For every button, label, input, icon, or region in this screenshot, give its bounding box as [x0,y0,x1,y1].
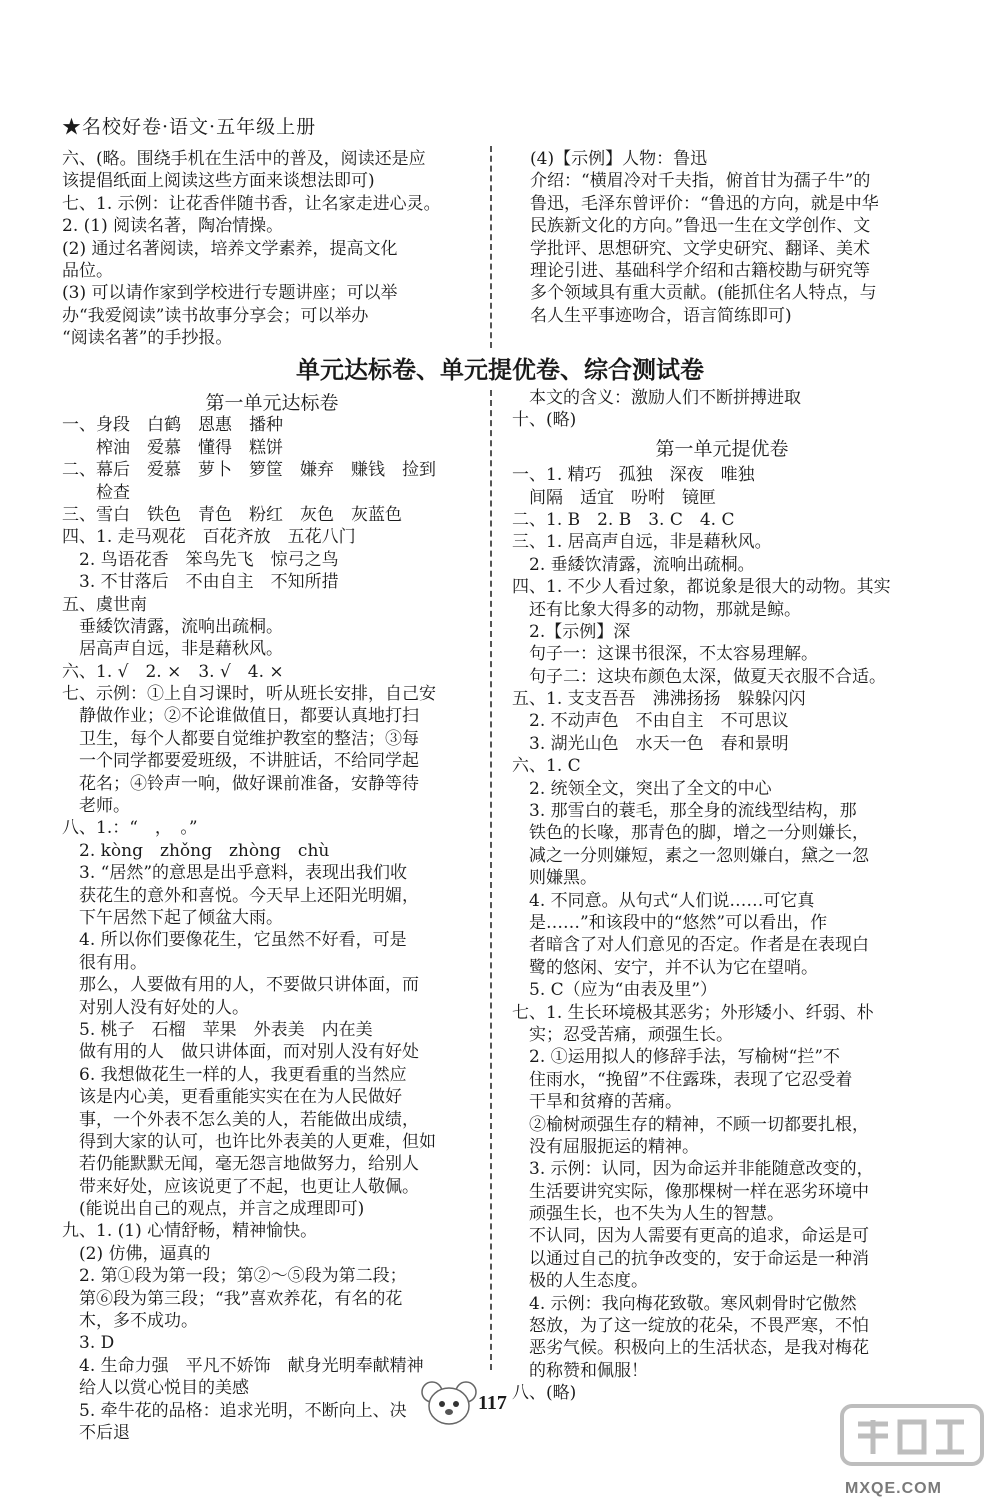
answer-line: 鲁迅，毛泽东曾评价：“鲁迅的方向，就是中华 [530,193,879,214]
column-divider [490,146,492,348]
answer-line: 办“我爱阅读”读书故事分享会；可以举办 [62,305,369,326]
answer-line: “阅读名著”的手抄报。 [62,328,233,349]
answer-line: 2. 第①段为第一段；第②～⑤段为第二段； [62,1266,407,1287]
answer-line: 二、1. B 2. B 3. C 4. C [512,509,735,530]
answer-line: 3. 不甘落后 不由自主 不知所措 [62,572,339,593]
answer-line: 给人以赏心悦目的美感 [62,1378,249,1399]
answer-line: 七、1. 示例：让花香伴随书香，让名家走进心灵。 [62,193,441,214]
answer-line: 该提倡纸面上阅读这些方面来谈想法即可) [62,171,375,192]
answer-line: 实；忍受苦痛，顽强生长。 [512,1024,733,1045]
answer-line: 多个领域具有重大贡献。(能抓住名人特点，与 [530,283,877,304]
answer-line: 静做作业；②不论谁做值日，都要认真地打扫 [62,706,419,727]
answer-line: 2. 垂緌饮清露，流响出疏桐。 [512,554,755,575]
answer-line: (2) 仿佛，逼真的 [62,1243,211,1264]
answer-line: 做有用的人 做只讲体面，而对别人没有好处 [62,1042,419,1063]
answer-line: 没有屈服扼运的精神。 [512,1136,699,1157]
answer-line: 4. 示例：我向梅花致敬。寒风刺骨时它傲然 [512,1293,857,1314]
answer-line: 5. C（应为“由表及里”） [512,980,718,1001]
answer-line: 八、(略) [512,1383,577,1404]
answer-line: 4. 不同意。从句式“人们说……可它真 [512,890,815,911]
answer-line: 一个同学都要爱班级，不讲脏话，不给同学起 [62,751,419,772]
answer-line: 三、雪白 铁色 青色 粉红 灰色 灰蓝色 [62,504,402,525]
answer-line: (4)【示例】人物：鲁迅 [530,149,708,169]
answer-line: 五、虞世南 [62,594,147,615]
answer-line: 第⑥段为第三段；“我”喜欢养花，有名的花 [62,1288,403,1309]
answer-line: 该是内心美，更看重能实实在在为人民做好 [62,1087,402,1108]
answer-line: 2. 鸟语花香 笨鸟先飞 惊弓之鸟 [62,549,339,570]
answer-line: 铁色的长喙，那青色的脚，增之一分则嫌长， [512,823,869,844]
page-number: 117 [478,1392,507,1414]
answer-line: 5. 牵牛花的品格：追求光明，不断向上、决 [62,1400,407,1421]
unit-test-right-column [512,387,932,1405]
answer-line: 3. 湖光山色 水天一色 春和景明 [512,733,789,754]
answer-line: 获花生的意外和喜悦。今天早上还阳光明媚， [62,885,419,906]
answer-line: (能说出自己的观点，并言之成理即可) [62,1199,365,1220]
answer-line: 介绍：“横眉冷对千夫指，俯首甘为孺子牛”的 [530,171,871,192]
answer-line: 二、幕后 爱慕 萝卜 箩筐 嫌弃 赚钱 捡到 [62,460,436,481]
answer-line: 花名；④铃声一响，做好课前准备，安静等待 [62,773,419,794]
unit-test-left-column [62,392,482,1444]
answer-line: 顽强生长，也不失为人生的智慧。 [512,1204,784,1225]
answer-line: 极的人生态度。 [512,1271,648,1292]
answer-line: 3. D [62,1333,115,1354]
answer-line: 学批评、思想研究、文学史研究、翻译、美术 [530,238,870,259]
answer-line: 2.【示例】深 [512,621,631,642]
answer-line: 2. 统领全文，突出了全文的中心 [512,778,772,799]
watermark-logo-icon [838,1400,988,1474]
answer-line: 对别人没有好处的人。 [62,997,249,1018]
answer-line: (2) 通过名著阅读，培养文学素养，提高文化 [62,238,398,259]
answer-line: 4. 生命力强 平凡不娇饰 献身光明奉献精神 [62,1355,424,1376]
answer-line: 干旱和贫瘠的苦痛。 [512,1092,682,1113]
answer-line: 品位。 [62,260,113,281]
answer-line: 下午居然下起了倾盆大雨。 [62,907,283,928]
answer-line: 生活要讲究实际，像那棵树一样在恶劣环境中 [512,1181,869,1202]
answer-line: 七、1. 生长环境极其恶劣；外形矮小、纤弱、朴 [512,1002,874,1023]
answer-line: 民族新文化的方向。”鲁迅一生在文学创作、文 [530,216,871,237]
answer-line: 还有比象大得多的动物，那就是鲸。 [512,599,801,620]
answer-line: 2. ①运用拟人的修辞手法，写榆树“拦”不 [512,1047,841,1068]
answer-line: 4. 所以你们要像花生，它虽然不好看，可是 [62,930,407,951]
answer-line: 榨油 爱慕 懂得 糕饼 [62,437,283,458]
answer-line: 居高声自远，非是藉秋风。 [62,639,283,660]
answer-line: 一、1. 精巧 孤独 深夜 唯独 [512,465,755,486]
answer-line: 木，多不成功。 [62,1311,198,1332]
answer-line: 六、(略。围绕手机在生活中的普及，阅读还是应 [62,149,426,169]
answer-line: 5. 桃子 石榴 苹果 外表美 内在美 [62,1019,373,1040]
answer-line: 理论引进、基础科学介绍和古籍校勘与研究等 [530,260,870,281]
answer-line: (3) 可以请作家到学校进行专题讲座；可以举 [62,283,398,304]
answer-line: 的称赞和佩服！ [512,1360,648,1381]
answer-line: 十、(略) [512,410,577,431]
answer-line: 很有用。 [62,952,147,973]
answer-line: 怒放，为了这一绽放的花朵，不畏严寒，不怕 [512,1316,869,1337]
answer-line: 3. “居然”的意思是出乎意料，表现出我们收 [62,863,408,884]
answer-line: 恶劣气候。积极向上的生活状态，是我对梅花 [512,1338,869,1359]
mascot-icon [420,1378,478,1432]
answer-line: ②榆树顽强生存的精神，不顾一切都要扎根， [512,1114,869,1135]
answer-line: 检查 [62,482,130,503]
answer-line: 名人生平事迹吻合，语言简练即可) [530,305,792,326]
answer-line: 六、1. √ 2. × 3. √ 4. × [62,661,284,682]
column-divider-lower [490,390,492,1370]
answer-line: 间隔 适宜 吩咐 镜匣 [512,487,716,508]
answer-line: 3. 那雪白的蓑毛，那全身的流线型结构，那 [512,801,857,822]
answer-line: 句子二：这块布颜色太深，做夏天衣服不合适。 [512,666,886,687]
answer-line: 本文的含义：激励人们不断拼搏进取 [512,388,801,408]
answer-line: 事，一个外表不怎么美的人，若能做出成绩， [62,1109,419,1130]
answer-line: 四、1. 走马观花 百花齐放 五花八门 [62,527,356,548]
answer-line: 则嫌黑。 [512,868,597,889]
answer-line: 四、1. 不少人看过象，都说象是很大的动物。其实 [512,577,891,598]
answer-line: 那么，人要做有用的人，不要做只讲体面，而 [62,975,419,996]
answer-line: 以通过自己的抗争改变的，安于命运是一种消 [512,1248,869,1269]
answer-line: 2. kòng zhǒng zhòng chù [62,840,330,861]
answer-line: 是……”和该段中的“悠然”可以看出，作 [512,912,828,933]
answer-line: 垂緌饮清露，流响出疏桐。 [62,616,283,637]
answer-line: 不认同，因为人需要有更高的追求，命运是可 [512,1226,869,1247]
answer-line: 三、1. 居高声自远，非是藉秋风。 [512,532,772,553]
top-right-column [530,148,930,327]
top-left-column [62,148,482,350]
answer-line: 老师。 [62,796,130,817]
answer-line: 七、示例：①上自习课时，听从班长安排，自己安 [62,684,436,705]
answer-line: 6. 我想做花生一样的人，我更看重的当然应 [62,1064,407,1085]
answer-line: 五、1. 支支吾吾 沸沸扬扬 躲躲闪闪 [512,689,806,710]
answer-line: 若仍能默默无闻，毫无怨言地做努力，给别人 [62,1154,419,1175]
answer-line: 3. 示例：认同，因为命运并非能随意改变的， [512,1159,874,1180]
answer-line: 减之一分则嫌短，素之一忽则嫌白，黛之一忽 [512,845,869,866]
answer-line: 卫生，每个人都要自觉维护教室的整洁；③每 [62,728,419,749]
answer-line: 八、1.：“ ， 。” [62,818,198,839]
answer-line: 一、身段 白鹤 恩惠 播种 [62,415,283,436]
running-header: ★名校好卷·语文·五年级上册 [62,116,317,138]
left-subtitle: 第一单元达标卷 [205,392,339,414]
answer-line: 不后退 [62,1422,130,1443]
answer-line: 得到大家的认可，也许比外表美的人更难，但如 [62,1131,436,1152]
watermark-text: MXQE.COM [845,1480,942,1497]
right-subtitle: 第一单元提优卷 [655,437,789,460]
section-title: 单元达标卷、单元提优卷、综合测试卷 [296,356,704,384]
answer-line: 2. 不动声色 不由自主 不可思议 [512,711,789,732]
answer-line: 者暗含了对人们意见的否定。作者是在表现白 [512,935,869,956]
answer-line: 句子一：这课书很深，不太容易理解。 [512,644,818,665]
answer-line: 鹭的悠闲、安宁，并不认为它在望哨。 [512,957,818,978]
answer-line: 住雨水，“挽留”不住露珠，表现了它忍受着 [512,1069,853,1090]
answer-line: 2. (1) 阅读名著，陶冶情操。 [62,216,284,237]
answer-line: 九、1. (1) 心情舒畅，精神愉快。 [62,1221,318,1242]
answer-line: 六、1. C [512,756,581,777]
answer-line: 带来好处，应该说更了不起，也更让人敬佩。 [62,1176,419,1197]
